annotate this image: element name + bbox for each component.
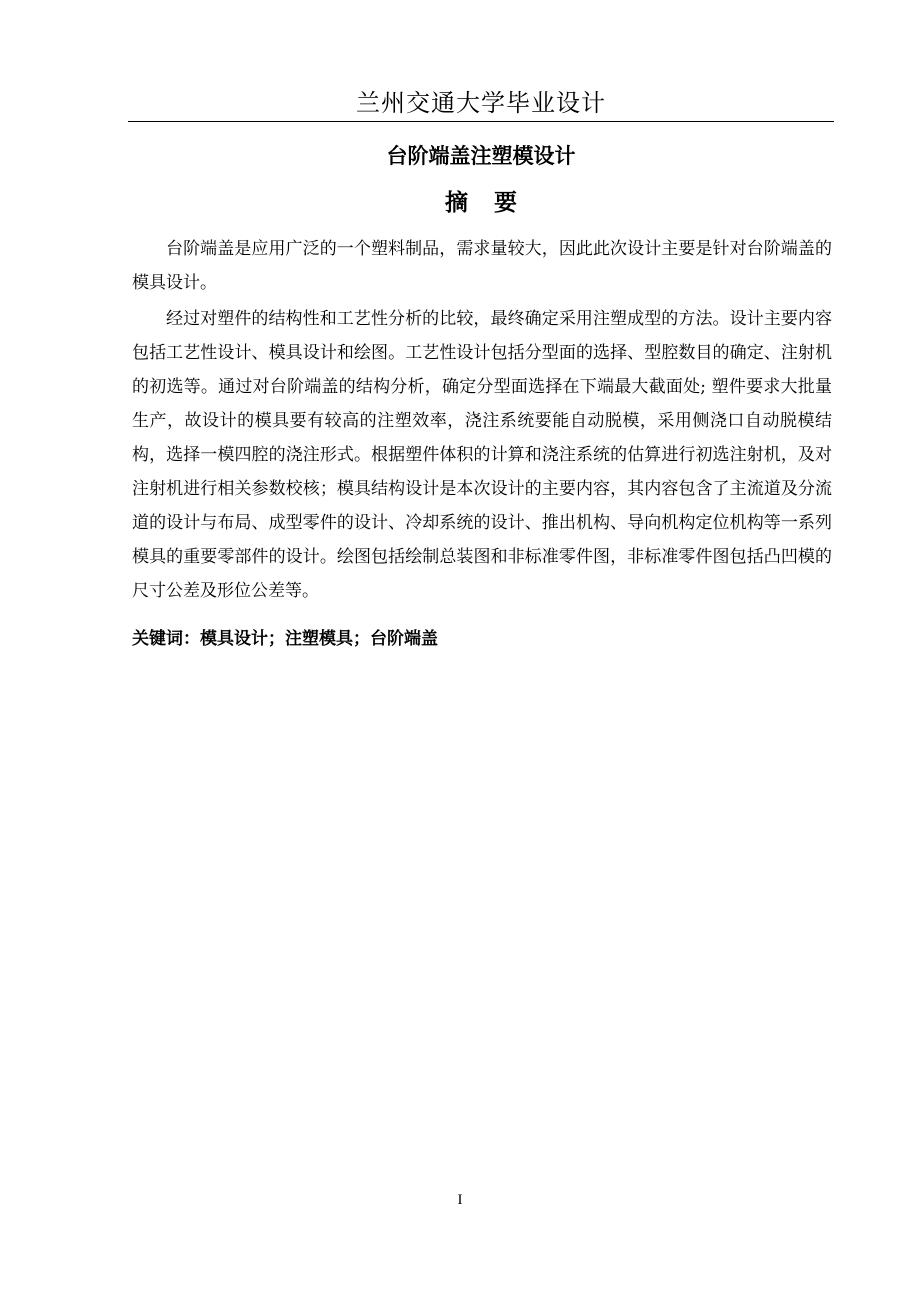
header-rule	[128, 121, 834, 122]
abstract-body	[132, 232, 832, 610]
abstract-heading	[128, 186, 834, 220]
abstract-heading-right: 要	[494, 190, 517, 216]
abstract-paragraph: 台阶端盖是应用广泛的一个塑料制品，需求量较大，因此此次设计主要是针对台阶端盖的模具设计。	[132, 239, 832, 293]
page-number: I	[457, 1192, 463, 1208]
keywords: 关键词：模具设计；注塑模具；台阶端盖	[132, 629, 438, 649]
document-title: 台阶端盖注塑模设计	[386, 144, 576, 168]
abstract-paragraph: 经过对塑件的结构性和工艺性分析的比较，最终确定采用注塑成型的方法。设计主要内容包括工艺性设计、模具设计和绘图。工艺性设计包括分型面的选择、型腔数目的确定、注射机的初选等。通过对台阶端盖的结构分析，确定分型面选择在下端最大截面处; 塑件要求大批量生产，故设计的模具要有较高的注塑效率，浇注系统要能自动脱模，采用侧浇口自动脱模结构，选择一模四腔的浇注形式。根据塑件体积的计算和浇注系统的估算进行初选注射机，及对注射机进行相关参数校核；模具结构设计是本次设计的主要内容，其内容包含了主流道及分流道的设计与布局、成型零件的设计、冷却系统的设计、推出机构、导向机构定位机构等一系列模具的重要零部件的设计。绘图包括绘制总装图和非标准零件图，非标准零件图包括凸凹模的尺寸公差及形位公差等。	[132, 309, 832, 601]
running-header: 兰州交通大学毕业设计	[356, 89, 606, 117]
abstract-heading-left: 摘	[445, 190, 468, 216]
